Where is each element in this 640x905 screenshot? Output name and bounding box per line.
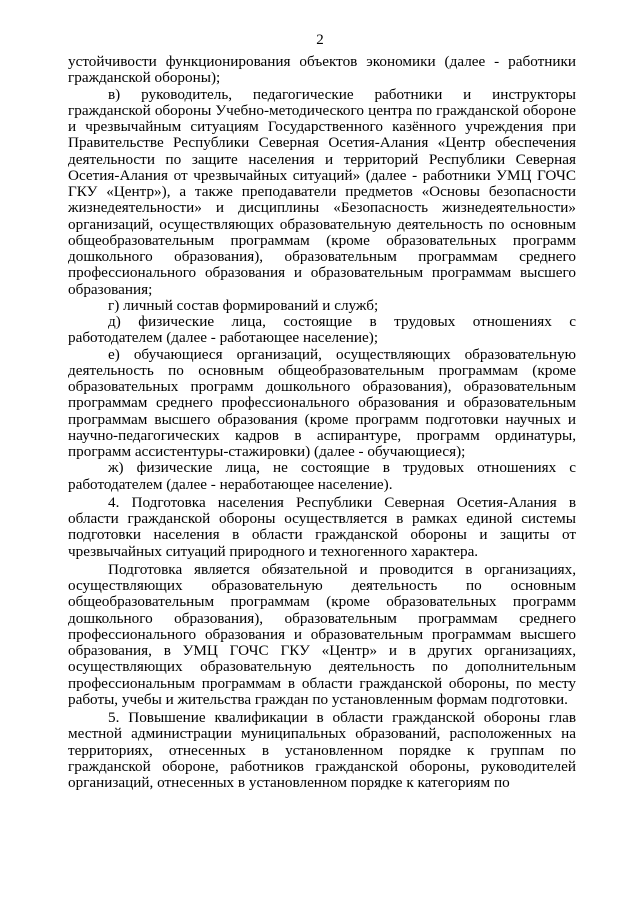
paragraph-item-g: г) личный состав формирований и служб; <box>108 296 379 314</box>
paragraph-item-e: е) обучающиеся организаций, осуществляющих образовательную деятельность по основным общеобразовательным программам (кроме образовательных программ дошкольного образования), образовательным программам среднего профессионального образования и образовательным программам высшего образования (кроме программ подготовки научных и научно-педагогических кадров в аспирантуре, программ ординатуры, программ ассистентуры-стажировки) (далее - обучающиеся); <box>68 345 576 460</box>
document-body <box>68 54 576 791</box>
paragraph-continuation: устойчивости функционирования объектов экономики (далее - работники гражданской обороны); <box>68 53 576 87</box>
paragraph-training: Подготовка является обязательной и проводится в организациях, осуществляющих образовательную деятельность по основным общеобразовательным программам (кроме образовательных программ дошкольного образования), образовательным программам среднего профессионального образования и образовательным программам высшего образования, в УМЦ ГОЧС ГКУ «Центр» и в других организациях, осуществляющих образовательную деятельность по дополнительным профессиональным программам в области гражданской обороны, по месту работы, учебы и жительства граждан по установленным формам подготовки. <box>68 560 576 708</box>
paragraph-item-zh: ж) физические лица, не состоящие в трудовых отношениях с работодателем (далее - неработающее население). <box>68 459 576 493</box>
page-number: 2 <box>316 32 324 48</box>
paragraph-item-v: в) руководитель, педагогические работники и инструкторы гражданской обороны Учебно-методического центра по гражданской обороне и чрезвычайным ситуациям Государственного казённого учреждения при Правительстве Республики Северная Осетия-Алания «Центр обеспечения деятельности по защите населения и территорий Республики Северная Осетия-Алания от чрезвычайных ситуаций» (далее - работники УМЦ ГОЧС ГКУ «Центр»), а также преподаватели предметов «Основы безопасности жизнедеятельности» и дисциплины «Безопасность жизнедеятельности» организаций, осуществляющих образовательную деятельность по основным общеобразовательным программам (кроме образовательных программ дошкольного образования), образовательным программам среднего профессионального образования и образовательным программам высшего образования; <box>68 85 576 298</box>
paragraph-section-4: 4. Подготовка населения Республики Северная Осетия-Алания в области гражданской обороны осуществляется в рамках единой системы подготовки населения в области гражданской обороны и защиты от чрезвычайных ситуаций природного и техногенного характера. <box>68 493 576 560</box>
paragraph-item-d: д) физические лица, состоящие в трудовых отношениях с работодателем (далее - работающее население); <box>68 313 576 347</box>
paragraph-section-5: 5. Повышение квалификации в области гражданской обороны глав местной администрации муниципальных образований, расположенных на территориях, отнесенных в установленном порядке к группам по гражданской обороне, работников гражданской обороны, руководителей организаций, отнесенных в установленном порядке к категориям по <box>68 709 576 791</box>
